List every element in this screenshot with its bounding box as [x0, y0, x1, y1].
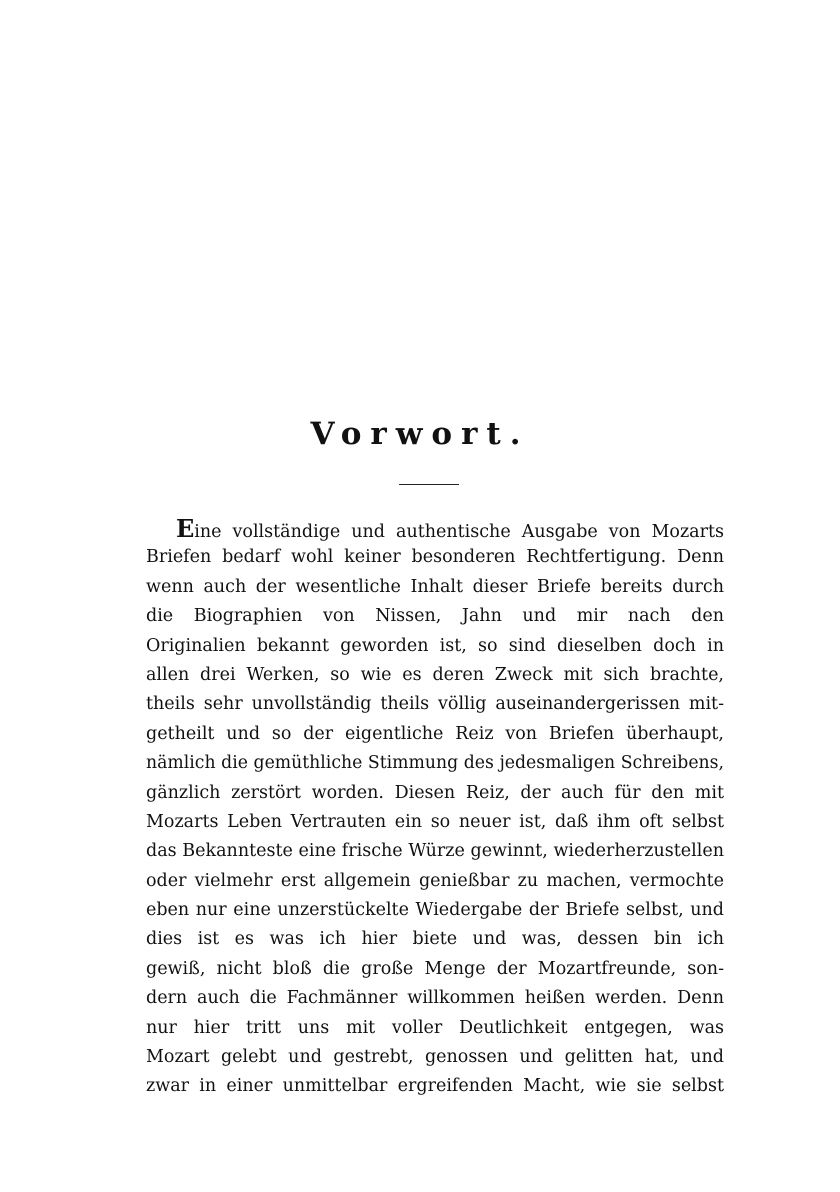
text-line: Mozarts Leben Vertrauten ein so neuer ist, daß ihm oft selbst	[146, 811, 724, 832]
text-line: oder vielmehr erst allgemein genießbar zu machen, vermochte	[146, 870, 724, 891]
title-divider	[399, 484, 459, 485]
text-line: zwar in einer unmittelbar ergreifenden Macht, wie sie selbst	[146, 1076, 724, 1097]
text-line: eben nur eine unzerstückelte Wiedergabe der Briefe selbst, und	[146, 900, 724, 921]
text-line: Briefen bedarf wohl keiner besonderen Rechtfertigung. Denn	[146, 547, 724, 568]
text-line: das Bekannteste eine frische Würze gewinnt, wiederherzustellen	[146, 841, 724, 862]
text-line: getheilt und so der eigentliche Reiz von Briefen überhaupt,	[146, 723, 724, 744]
text-line: gewiß, nicht bloß die große Menge der Mozartfreunde, son-	[146, 958, 724, 979]
text-line-content: ine vollständige und authentische Ausgabe von Mozarts	[194, 522, 724, 542]
text-line: die Biographien von Nissen, Jahn und mir nach den	[146, 606, 724, 627]
text-line	[146, 514, 724, 543]
text-line: Mozart gelebt und gestrebt, genossen und gelitten hat, und	[146, 1047, 724, 1068]
text-line: theils sehr unvollständig theils völlig auseinandergerissen mit-	[146, 694, 724, 715]
text-line: Originalien bekannt geworden ist, so sind dieselben doch in	[146, 635, 724, 656]
drop-cap: E	[176, 514, 195, 543]
text-line: dies ist es was ich hier biete und was, dessen bin ich	[146, 929, 724, 950]
text-line: allen drei Werken, so wie es deren Zweck mit sich brachte,	[146, 664, 724, 685]
text-line: nämlich die gemüthliche Stimmung des jedesmaligen Schreibens,	[146, 753, 724, 774]
text-line: gänzlich zerstört worden. Diesen Reiz, der auch für den mit	[146, 782, 724, 803]
text-line: dern auch die Fachmänner willkommen heißen werden. Denn	[146, 988, 724, 1009]
preface-paragraph	[146, 514, 724, 1102]
page-title: Vorwort.	[310, 416, 530, 452]
text-line: nur hier tritt uns mit voller Deutlichkeit entgegen, was	[146, 1017, 724, 1038]
text-line: wenn auch der wesentliche Inhalt dieser Briefe bereits durch	[146, 576, 724, 597]
